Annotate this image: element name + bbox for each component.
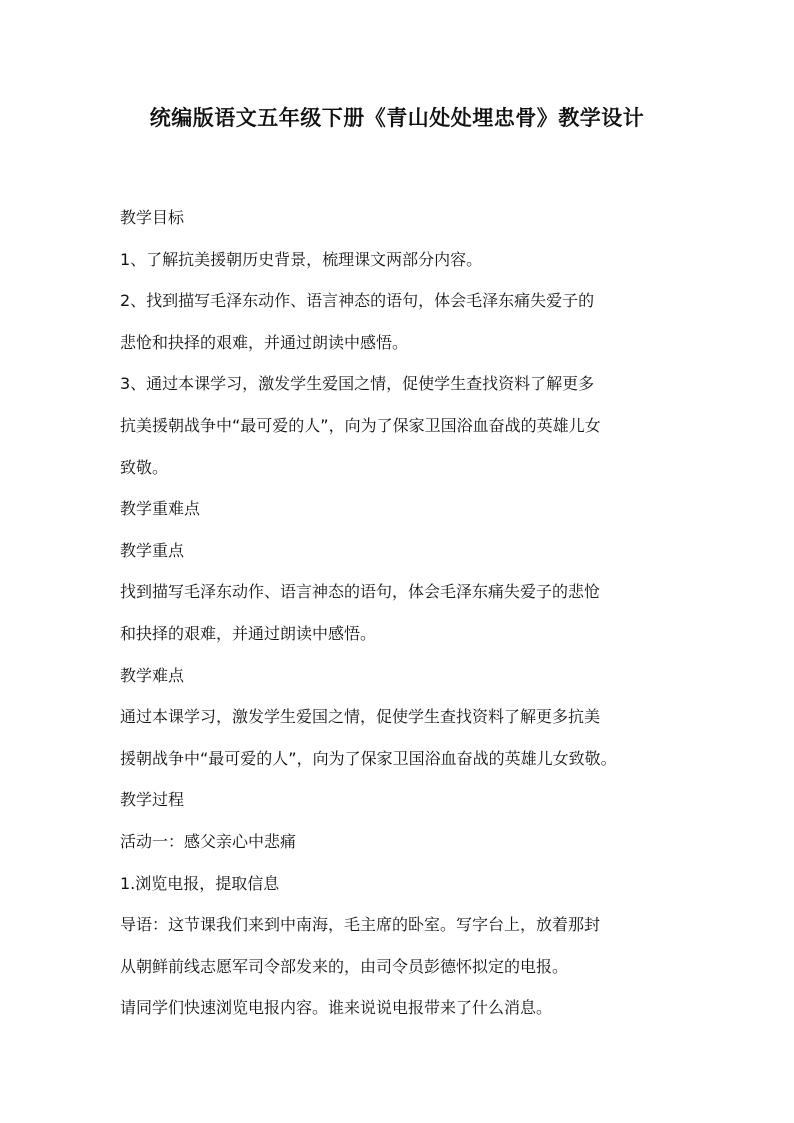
section-heading-goals: 教学目标: [120, 208, 185, 227]
section-heading-difficulties: 教学难点: [120, 665, 185, 685]
paragraph-line: 导语：这节课我们来到中南海，毛主席的卧室。写字台上，放着那封: [120, 915, 601, 935]
step-heading: 1.浏览电报，提取信息: [120, 873, 280, 893]
paragraph-line: 援朝战争中“最可爱的人”，向为了保家卫国浴血奋战的英雄儿女致敬。: [120, 748, 617, 768]
paragraph-line: 请同学们快速浏览电报内容。谁来说说电报带来了什么消息。: [120, 998, 553, 1018]
paragraph-line: 1、了解抗美援朝历史背景，梳理课文两部分内容。: [120, 249, 483, 269]
document-body: [120, 197, 680, 1029]
paragraph-line: 通过本课学习，激发学生爱国之情，促使学生查找资料了解更多抗美: [120, 707, 601, 727]
section-heading-key-points: 教学重点: [120, 540, 185, 560]
paragraph-line: 2、找到描写毛泽东动作、语言神态的语句，体会毛泽东痛失爱子的: [120, 291, 595, 311]
paragraph-line: 3、通过本课学习，激发学生爱国之情，促使学生查找资料了解更多: [120, 374, 595, 394]
section-heading-process: 教学过程: [120, 790, 185, 810]
paragraph-line: 从朝鲜前线志愿军司令部发来的，由司令员彭德怀拟定的电报。: [120, 956, 569, 976]
activity-heading: 活动一：感父亲心中悲痛: [120, 831, 297, 851]
paragraph-line: 悲怆和抉择的艰难，并通过朗读中感悟。: [120, 332, 409, 352]
section-heading-key-difficult: 教学重难点: [120, 499, 201, 519]
paragraph-line: 找到描写毛泽东动作、语言神态的语句，体会毛泽东痛失爱子的悲怆: [120, 582, 601, 602]
paragraph-line: 抗美援朝战争中“最可爱的人”，向为了保家卫国浴血奋战的英雄儿女: [120, 415, 601, 435]
paragraph-line: 致敬。: [120, 457, 169, 477]
document-title: 统编版语文五年级下册《青山处处埋忠骨》教学设计: [149, 106, 645, 130]
paragraph-line: 和抉择的艰难，并通过朗读中感悟。: [120, 623, 377, 643]
